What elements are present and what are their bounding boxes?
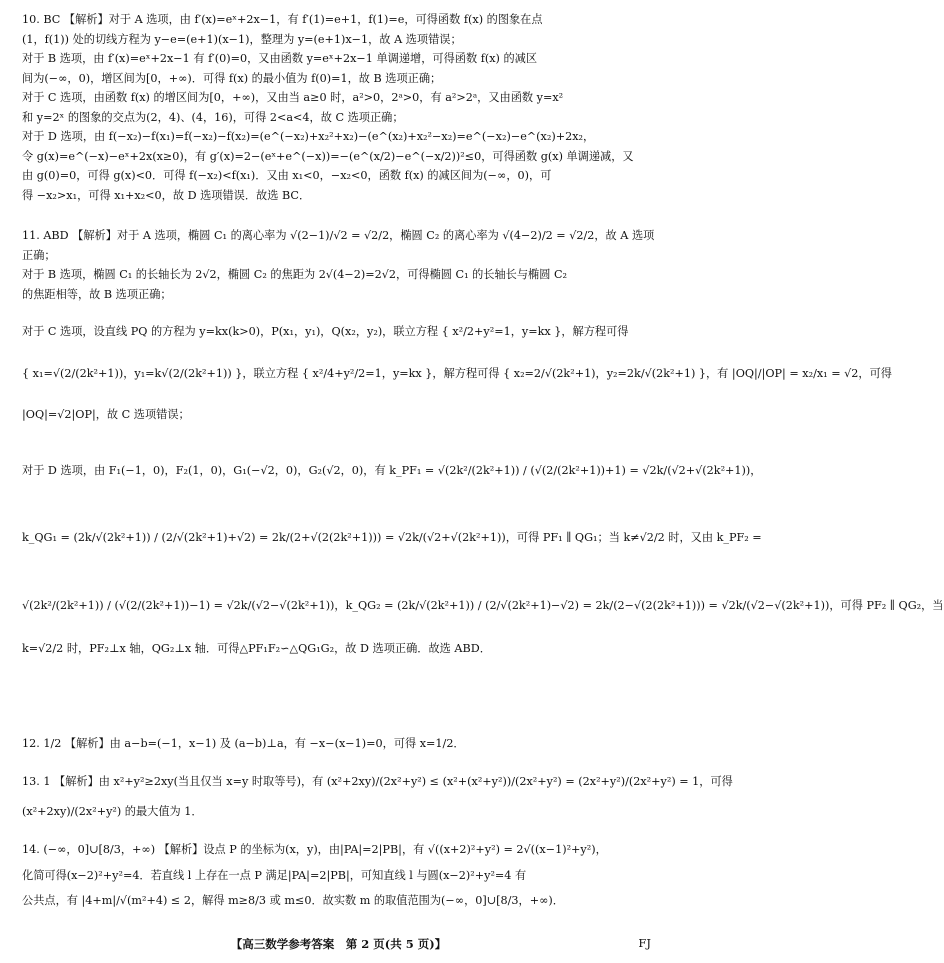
q14-line-2: 化简可得(x−2)²+y²=4．若直线 l 上存在一点 P 满足|PA|=2|PB|，可知直线 l 与圆(x−2)²+y²=4 有	[22, 868, 527, 882]
footer-title: 【高三数学参考答案 第 2 页(共 5 页)】	[230, 937, 447, 951]
q11-line-8: 对于 D 选项，由 F₁(−1，0)，F₂(1，0)，G₁(−√2，0)，G₂(√2，0)，有 k_PF₁ = √(2k²/(2k²+1)) / (√(2/(2k²+1))+1) = √2k/(√2+√(2k²+1))，	[22, 463, 762, 477]
q11-line-2: 正确；	[22, 248, 56, 262]
q10-line-8: 令 g(x)=e^(−x)−eˣ+2x(x≥0)，有 g′(x)=2−(eˣ+e^(−x))=−(e^(x/2)−e^(−x/2))²≤0，可得函数 g(x) 单调递减，又	[22, 149, 634, 163]
q10-line-6: 和 y=2ˣ 的图象的交点为(2，4)、(4，16)，可得 2<a<4，故 C 选项正确；	[22, 110, 404, 124]
q10-line-5: 对于 C 选项，由函数 f(x) 的增区间为[0，+∞)，又由当 a≥0 时，a²>0，2ᵃ>0，有 a²>2ᵃ，又由函数 y=x²	[22, 91, 564, 104]
q10-line-4: 间为(−∞，0)，增区间为[0，+∞)．可得 f(x) 的最小值为 f(0)=1，故 B 选项正确；	[22, 71, 442, 85]
q13-solution	[22, 772, 733, 821]
q12-solution	[22, 734, 655, 754]
q13-line-2: (x²+2xy)/(2x²+y²) 的最大值为 1．	[22, 804, 203, 818]
q11-line-6: { x₁=√(2/(2k²+1))，y₁=k√(2/(2k²+1)) }，联立方程 { x²/4+y²/2=1，y=kx }，解方程可得 { x₂=2/√(2k²+1)，y₂=2k/√(2k²+1) }，有 |OQ|/|OP| = x₂/x₁ = √2，可得	[22, 366, 892, 380]
q14-line-1: 14. (−∞，0]∪[8/3，+∞) 【解析】设点 P 的坐标为(x，y)，由|PA|=2|PB|，有 √((x+2)²+y²) = 2√((x−1)²+y²)，	[22, 843, 607, 856]
q11-line-9: k_QG₁ = (2k/√(2k²+1)) / (2/√(2k²+1)+√2) = 2k/(2+√(2(2k²+1))) = √2k/(√2+√(2k²+1))，可得 PF₁ ∥ QG₁；当 k≠√2/2 时，又由 k_PF₂ =	[22, 531, 762, 544]
q14-solution	[22, 840, 655, 911]
q11-line-4: 的焦距相等，故 B 选项正确；	[22, 287, 172, 301]
q10-line-1: 10. BC 【解析】对于 A 选项，由 f′(x)=eˣ+2x−1，有 f′(1)=e+1，f(1)=e，可得函数 f(x) 的图象在点	[22, 13, 543, 26]
q11-line-7: |OQ|=√2|OP|，故 C 选项错误；	[22, 408, 190, 421]
q10-line-7: 对于 D 选项，由 f(−x₂)−f(x₁)=f(−x₂)−f(x₂)=(e^(−x₂)+x₂²+x₂)−(e^(x₂)+x₂²−x₂)=e^(−x₂)−e^(x₂)+2x₂，	[22, 130, 595, 143]
q11-line-5: 对于 C 选项，设直线 PQ 的方程为 y=kx(k>0)，P(x₁，y₁)，Q(x₂，y₂)，联立方程 { x²/2+y²=1，y=kx }，解方程可得	[22, 325, 629, 338]
q11-line-10: √(2k²/(2k²+1)) / (√(2/(2k²+1))−1) = √2k/(√2−√(2k²+1))，k_QG₂ = (2k/√(2k²+1)) / (2/√(2k²+1)−√2) = 2k/(2−√(2(2k²+1))) = √2k/(√2−√(2k²+1))，可得 PF₂ ∥ QG₂，当	[22, 598, 944, 612]
q13-line-1: 13. 1 【解析】由 x²+y²≥2xy(当且仅当 x=y 时取等号)，有 (x²+2xy)/(2x²+y²) ≤ (x²+(x²+y²))/(2x²+y²) = (2x²+y²)/(2x²+y²) = 1，可得	[22, 775, 733, 788]
q10-line-2: (1，f(1)) 处的切线方程为 y−e=(e+1)(x−1)，整理为 y=(e+1)x−1，故 A 选项错误；	[22, 32, 462, 46]
q10-solution	[22, 10, 655, 205]
q11-line-3: 对于 B 选项，椭圆 C₁ 的长轴长为 2√2，椭圆 C₂ 的焦距为 2√(4−2)=2√2，可得椭圆 C₁ 的长轴长与椭圆 C₂	[22, 268, 568, 281]
q10-line-10: 得 −x₂>x₁，可得 x₁+x₂<0，故 D 选项错误．故选 BC．	[22, 188, 311, 202]
q11-line-11: k=√2/2 时，PF₂⊥x 轴，QG₂⊥x 轴．可得△PF₁F₂∽△QG₁G₂，故 D 选项正确．故选 ABD．	[22, 642, 491, 655]
q11-line-1: 11. ABD 【解析】对于 A 选项，椭圆 C₁ 的离心率为 √(2−1)/√2 = √2/2，椭圆 C₂ 的离心率为 √(4−2)/2 = √2/2，故 A 选项	[22, 229, 655, 242]
page-footer	[0, 936, 677, 956]
q10-line-3: 对于 B 选项，由 f′(x)=eˣ+2x−1 有 f′(0)=0，又由函数 y=eˣ+2x−1 单调递增，可得函数 f(x) 的减区	[22, 52, 538, 65]
q14-line-3: 公共点，有 |4+m|/√(m²+4) ≤ 2，解得 m≥8/3 或 m≤0．故实数 m 的取值范围为(−∞，0]∪[8/3，+∞)．	[22, 894, 564, 907]
q10-line-9: 由 g(0)=0，可得 g(x)<0．可得 f(−x₂)<f(x₁)．又由 x₁<0，−x₂<0，函数 f(x) 的减区间为(−∞，0)，可	[22, 169, 552, 182]
q12-line-1: 12. 1/2 【解析】由 a−b=(−1，x−1) 及 (a−b)⊥a，有 −x−(x−1)=0，可得 x=1/2．	[22, 737, 465, 750]
q11-solution	[22, 226, 944, 659]
footer-code: FJ	[638, 936, 651, 950]
